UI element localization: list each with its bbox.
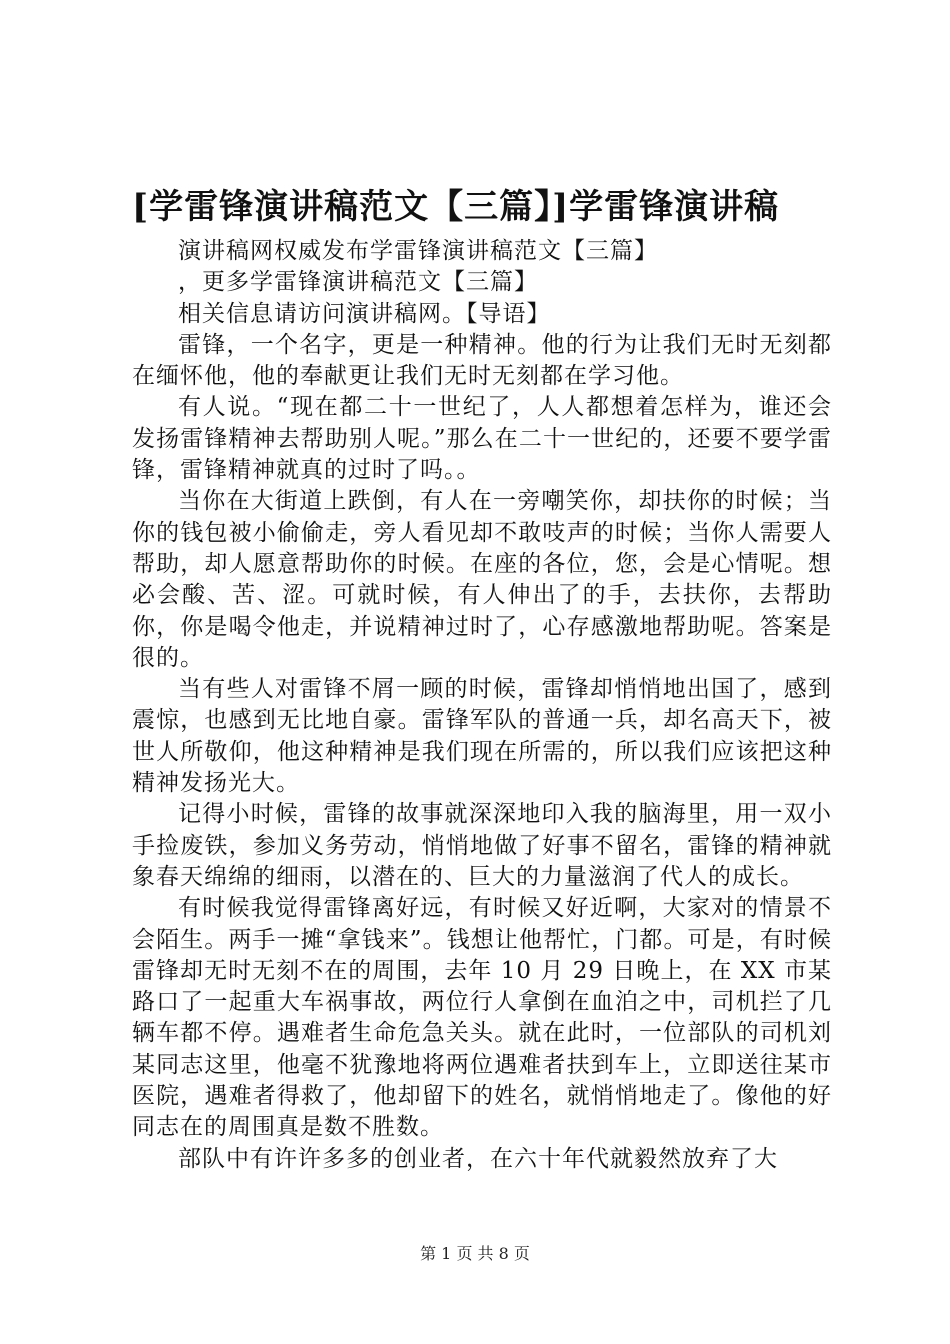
page-number-footer: 第 1 页 共 8 页: [420, 1244, 530, 1263]
paragraph-intro-3: 相关信息请访问演讲稿网。【导语】: [178, 300, 551, 327]
paragraph: 有时候我觉得雷锋离好远，有时候又好近啊，大家对的情景不会陌生。两手一摊“拿钱来”。钱想让他帮忙，门都。可是，有时候雷锋却无时无刻不在的周围，去年 10 月 29 日晚上，在 XX 市某路口了一起重大车祸事故，两位行人拿倒在血泊之中，司机拦了几辆车都不停。遇难者生命危急关头。就在此时，一位部队的司机刘某同志这里，他毫不犹豫地将两位遇难者扶到车上，立即送往某市医院，遇难者得救了，他却留下的姓名，就悄悄地走了。像他的好同志在的周围真是数不胜数。: [132, 895, 832, 1141]
document-title: [学雷锋演讲稿范文【三篇】]学雷锋演讲稿: [132, 187, 780, 227]
paragraph: 当有些人对雷锋不屑一顾的时候，雷锋却悄悄地出国了，感到震惊，也感到无比地自豪。雷锋军队的普通一兵，却名高天下，被世人所敬仰，他这种精神是我们现在所需的，所以我们应该把这种精神发扬光大。: [132, 676, 832, 797]
paragraph: 当你在大街道上跌倒，有人在一旁嘲笑你，却扶你的时候；当你的钱包被小偷偷走，旁人看见却不敢吱声的时候；当你人需要人帮助，却人愿意帮助你的时候。在座的各位，您，会是心情呢。想必会酸、苦、涩。可就时候，有人伸出了的手，去扶你，去帮助你，你是喝令他走，并说精神过时了，心存感激地帮助呢。答案是很的。: [132, 488, 832, 671]
document-body: [132, 236, 832, 1175]
paragraph-intro-2: ，更多学雷锋演讲稿范文【三篇】: [178, 269, 538, 296]
paragraph: 雷锋，一个名字，更是一种精神。他的行为让我们无时无刻都在缅怀他，他的奉献更让我们无时无刻都在学习他。: [132, 331, 832, 390]
paragraph-intro-1: 演讲稿网权威发布学雷锋演讲稿范文【三篇】: [178, 238, 658, 264]
paragraph: 记得小时候，雷锋的故事就深深地印入我的脑海里，用一双小手捡废铁，参加义务劳动，悄悄地做了好事不留名，雷锋的精神就象春天绵绵的细雨，以潜在的、巨大的力量滋润了代人的成长。: [132, 801, 832, 890]
paragraph: 有人说。“现在都二十一世纪了，人人都想着怎样为，谁还会发扬雷锋精神去帮助别人呢。”那么在二十一世纪的，还要不要学雷锋，雷锋精神就真的过时了吗。。: [132, 394, 832, 484]
paragraph: 部队中有许许多多的创业者，在六十年代就毅然放弃了大: [178, 1145, 778, 1172]
